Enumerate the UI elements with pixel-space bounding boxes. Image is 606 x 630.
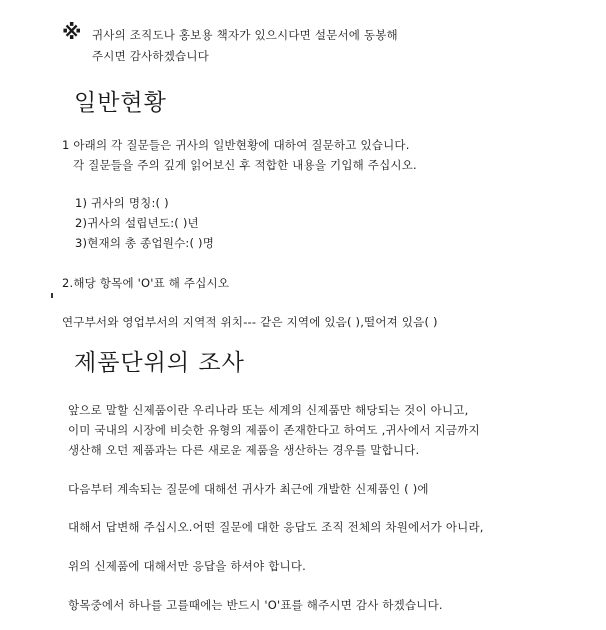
instruction-new-product-only: 위의 신제품에 대해서만 응답을 하셔야 합니다.: [68, 559, 307, 573]
scan-speck: [51, 293, 53, 298]
section-heading-general-status: 일반현황: [74, 90, 167, 116]
company-name-item: 1) 귀사의 명칭:( ): [75, 196, 169, 210]
question-2: 2.해당 항목에 'O'표 해 주십시오: [62, 276, 230, 290]
definition-line-1: 앞으로 말할 신제품이란 우리나라 또는 세계의 신제품만 해당되는 것이 아니고,: [68, 403, 469, 417]
reference-mark-icon: ※: [62, 20, 82, 44]
intro-line-1: 1 아래의 각 질문들은 귀사의 일반현황에 대하여 질문하고 있습니다.: [62, 138, 410, 152]
intro-line-2: 각 질문들을 주의 깊게 읽어보신 후 적합한 내용을 기입해 주십시오.: [73, 158, 417, 172]
definition-line-3: 생산해 오던 제품과는 다른 새로운 제품을 생산하는 경우를 말합니다.: [68, 443, 420, 457]
employee-count-item: 3)현재의 총 종업원수:( )명: [75, 236, 214, 250]
instruction-mark-o: 항목중에서 하나를 고를때에는 반드시 'O'표를 해주시면 감사 하겠습니다.: [68, 598, 443, 612]
location-question: 연구부서와 영업부서의 지역적 위치--- 같은 지역에 있음( ),떨어져 있음( ): [62, 315, 438, 329]
notice-line-2: 주시면 감사하겠습니다: [92, 49, 209, 63]
instruction-answer-scope: 대해서 답변해 주십시오.어떤 질문에 대한 응답도 조직 전체의 차원에서가 아니라,: [68, 520, 484, 534]
founding-year-item: 2)귀사의 설립년도:( )년: [75, 216, 199, 230]
instruction-new-product: 다음부터 계속되는 질문에 대해선 귀사가 최근에 개발한 신제품인 ( )에: [68, 482, 429, 496]
notice-line-1: 귀사의 조직도나 홍보용 책자가 있으시다면 설문서에 동봉해: [92, 28, 398, 42]
section-heading-product-survey: 제품단위의 조사: [74, 350, 245, 376]
definition-line-2: 이미 국내의 시장에 비슷한 유형의 제품이 존재한다고 하여도 ,귀사에서 지금까지: [68, 423, 480, 437]
